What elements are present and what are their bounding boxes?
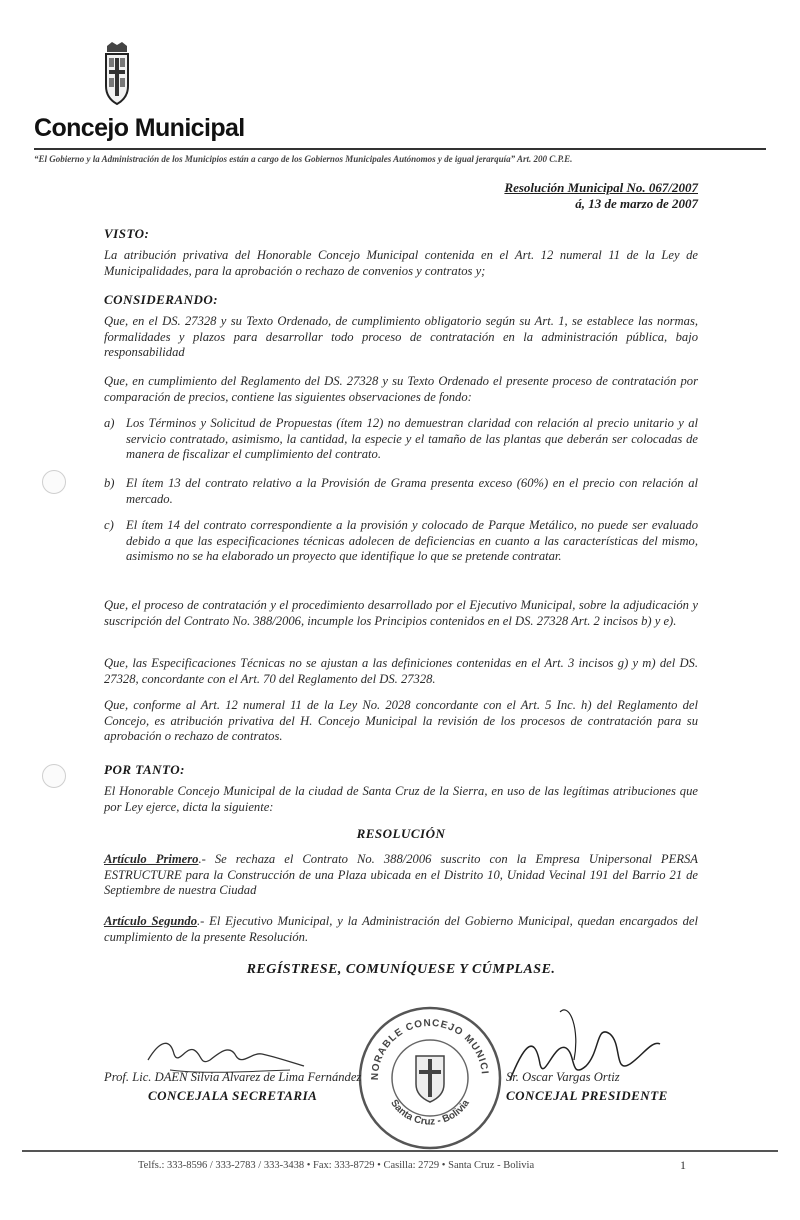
letterhead-motto: “El Gobierno y la Administración de los Municipios están a cargo de los Gobiernos Municipales Autónomos y de igual jerarquía” Art. 200 C.P.E. (34, 154, 573, 164)
resolution-number: Resolución Municipal No. 067/2007 (504, 180, 698, 195)
left-signatory-title: CONCEJALA SECRETARIA (148, 1088, 318, 1103)
footer-rule (22, 1150, 778, 1152)
por-tanto-heading: POR TANTO: (104, 762, 185, 777)
svg-text:Santa Cruz - Bolivia: Santa Cruz - Bolivia (388, 1097, 472, 1128)
left-signatory-name: Prof. Lic. DAEN Silvia Alvarez de Lima Fernández (104, 1070, 362, 1084)
considerando-paragraph-1: Que, en el DS. 27328 y su Texto Ordenado, de cumplimiento obligatorio según su Art. 1, se establece las normas, formalidades y plazos para desarrollar todo proceso de contratación en la administración pública, bajo responsabilidad (104, 314, 698, 360)
resolution-date: á, 13 de marzo de 2007 (575, 196, 698, 211)
right-signatory-title: CONCEJAL PRESIDENTE (506, 1088, 668, 1103)
considerando-paragraph-5: Que, conforme al Art. 12 numeral 11 de la Ley No. 2028 concordante con el Art. 5 Inc. h) del Reglamento del Concejo, es atribución privativa del H. Concejo Municipal la revisión de los procesos de contratación para su aprobación o rechazo de contratos. (104, 698, 698, 744)
considerando-paragraph-4: Que, las Especificaciones Técnicas no se ajustan a las definiciones contenidas en el Art. 3 incisos g) y m) del DS. 27328, concordante con el Art. 70 del Reglamento del DS. 27328. (104, 656, 698, 686)
org-name: Concejo Municipal (34, 114, 245, 142)
list-item: c) El ítem 14 del contrato correspondiente a la provisión y colocado de Parque Metálico, no puede ser evaluado debido a que las especificaciones técnicas adolecen de deficiencias en cuanto a las características del mismo, asimismo no se ha elaborado un proyecto que identifique lo que se pretende contratar. (104, 518, 698, 564)
article-first: Artículo Primero.- Se rechaza el Contrato No. 388/2006 suscrito con la Empresa Unipersonal PERSA ESTRUCTURE para la Construcción de una Plaza ubicada en el Distrito 10, Unidad Vecinal 191 del Barrio 21 de Septiembre de nuestra Ciudad (104, 852, 699, 898)
visto-text: La atribución privativa del Honorable Concejo Municipal contenida en el Art. 12 numeral 11 de la Ley de Municipalidades, para la aprobación o rechazo de convenios y contratos y; (104, 248, 698, 278)
article-second: Artículo Segundo.- El Ejecutivo Municipal, y la Administración del Gobierno Municipal, quedan encargados del cumplimiento de la presente Resolución. (104, 914, 698, 944)
por-tanto-text: El Honorable Concejo Municipal de la ciudad de Santa Cruz de la Sierra, en uso de las legítimas atribuciones que por Ley ejerce, dicta la siguiente: (104, 784, 698, 814)
list-item: b) El ítem 13 del contrato relativo a la Provisión de Grama presenta exceso (60%) en el precio con relación al mercado. (104, 476, 698, 506)
page-number: 1 (680, 1158, 686, 1172)
coat-of-arms-logo (104, 42, 130, 110)
closing-formula: REGÍSTRESE, COMUNÍQUESE Y CÚMPLASE. (246, 962, 556, 977)
punch-hole (42, 764, 66, 788)
right-signatory-name: Sr. Oscar Vargas Ortiz (506, 1070, 620, 1084)
visto-heading: VISTO: (104, 226, 150, 241)
punch-hole (42, 470, 66, 494)
considerando-paragraph-2: Que, en cumplimiento del Reglamento del DS. 27328 y su Texto Ordenado el presente proceso de contratación por comparación de precios, contiene las siguientes observaciones de fondo: (104, 374, 698, 404)
letterhead-rule (34, 148, 766, 150)
list-item: a) Los Términos y Solicitud de Propuestas (ítem 12) no demuestran claridad con relación al precio unitario y al servicio contratado, asimismo, la cantidad, la especie y el tamaño de las plantas que deberán ser colocadas de manera de fiscalizar el cumplimiento del contrato. (104, 416, 698, 462)
svg-text:HONORABLE CONCEJO MUNICIPAL: NORABLE CONCEJO MUNICI (369, 1017, 490, 1081)
footer-contact: Telfs.: 333-8596 / 333-2783 / 333-3438 • Fax: 333-8729 • Casilla: 2729 • Santa Cruz - Bolivia (138, 1160, 535, 1171)
considerando-heading: CONSIDERANDO: (104, 292, 219, 307)
considerando-paragraph-3: Que, el proceso de contratación y el procedimiento desarrollado por el Ejecutivo Municipal, sobre la adjudicación y suscripción del Contrato No. 388/2006, incumple los Principios contenidos en el DS. 27328 Art. 2 incisos b) y e). (104, 598, 698, 628)
resolucion-heading: RESOLUCIÓN (356, 826, 446, 841)
